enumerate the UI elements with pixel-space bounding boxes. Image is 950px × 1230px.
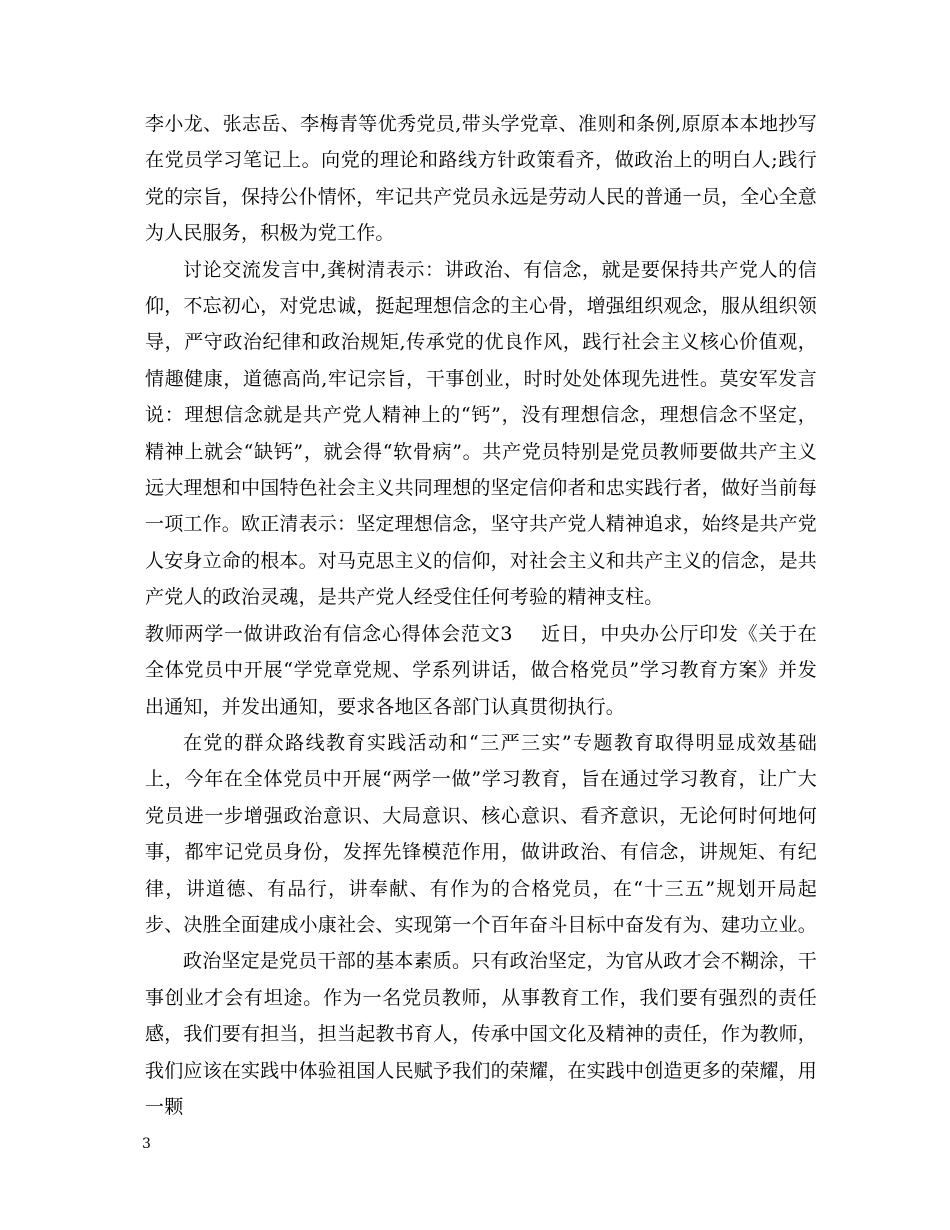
section-lead-text: 近日，中央办公厅印发《关于在全体党员中开展“学党章党规、学系列讲话，做合格党员”学习教育方案》并发出通知，并发出通知，要求各地区各部门认真贯彻执行。	[145, 622, 817, 718]
paragraph-3: 在党的群众路线教育实践活动和“三严三实”专题教育取得明显成效基础上，今年在全体党员中开展“两学一做”学习教育，旨在通过学习教育，让广大党员进一步增强政治意识、大局意识、核心意识、看齐意识，无论何时何地何事，都牢记党员身份，发挥先锋模范作用，做讲政治、有信念，讲规矩、有纪律，讲道德、有品行，讲奉献、有作为的合格党员，在“十三五”规划开局起步、决胜全面建成小康社会、实现第一个百年奋斗目标中奋发有为、建功立业。	[145, 731, 818, 936]
paragraph-1: 李小龙、张志岳、李梅青等优秀党员,带头学党章、准则和条例,原原本本地抄写在党员学习笔记上。向党的理论和路线方针政策看齐，做政治上的明白人;践行党的宗旨，保持公仆情怀，牢记共产党员永远是劳动人民的普通一员，全心全意为人民服务，积极为党工作。	[145, 113, 818, 245]
paragraph-4: 政治坚定是党员干部的基本素质。只有政治坚定，为官从政才会不糊涂，干事创业才会有坦途。作为一名党员教师，从事教育工作，我们要有强烈的责任感，我们要有担当，担当起教书育人，传承中国文化及精神的责任，作为教师，我们应该在实践中体验祖国人民赋予我们的荣耀，在实践中创造更多的荣耀，用一颗	[145, 950, 818, 1118]
document-body	[145, 106, 817, 1125]
section-title: 教师两学一做讲政治有信念心得体会范文3	[145, 622, 513, 645]
section-heading-paragraph	[145, 616, 817, 725]
paragraph-2: 讨论交流发言中,龚树清表示：讲政治、有信念，就是要保持共产党人的信仰，不忘初心，对党忠诚，挺起理想信念的主心骨，增强组织观念，服从组织领导，严守政治纪律和政治规矩,传承党的优良作风，践行社会主义核心价值观，情趣健康，道德高尚,牢记宗旨，干事创业，时时处处体现先进性。莫安军发言说：理想信念就是共产党人精神上的“钙”，没有理想信念，理想信念不坚定，精神上就会“缺钙”，就会得“软骨病”。共产党员特别是党员教师要做共产主义远大理想和中国特色社会主义共同理想的坚定信仰者和忠实践行者，做好当前每一项工作。欧正清表示：坚定理想信念，坚守共产党人精神追求，始终是共产党人安身立命的根本。对马克思主义的信仰，对社会主义和共产主义的信念，是共产党人的政治灵魂，是共产党人经受住任何考验的精神支柱。	[145, 258, 818, 609]
page-number: 3	[142, 1136, 151, 1152]
